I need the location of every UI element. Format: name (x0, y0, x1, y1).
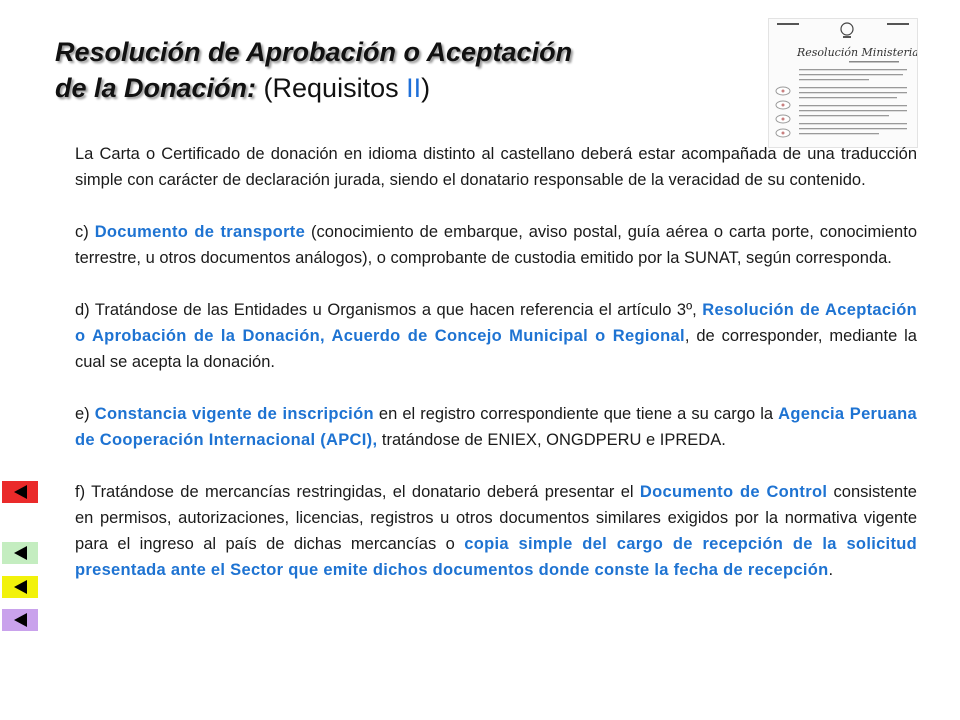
nav-back-button-purple[interactable] (2, 609, 38, 631)
paragraph-translation: La Carta o Certificado de donación en idioma distinto al castellano deberá estar acompañada de una traducción simple con carácter de declaración jurada, siendo el donatario responsable de la veracidad de su contenido. (75, 145, 917, 189)
paragraph-e-mid: en el registro correspondiente que tiene a su cargo la (373, 405, 779, 423)
paragraph-f (75, 479, 917, 583)
title-line-2 (55, 70, 755, 106)
paragraph-d-prefix: d) Tratándose de las Entidades u Organismos a que hacen referencia el artículo 3º, (75, 301, 703, 319)
nav-back-button-green[interactable] (2, 542, 38, 564)
paragraph-c-highlight: Documento de transporte (94, 223, 306, 241)
triangle-left-icon (2, 542, 38, 564)
paragraph-c (75, 219, 917, 271)
title-bold-part: de la Donación: (55, 73, 257, 103)
triangle-left-icon (2, 609, 38, 631)
paragraph-e-highlight-2: Agencia Peruana de Cooperación Internacional (APCI), (75, 405, 917, 449)
slide-title (55, 34, 755, 106)
paragraph-e-rest: tratándose de ENIEX, ONGDPERU e IPREDA. (377, 431, 726, 449)
title-requisitos-open: (Requisitos (256, 73, 407, 103)
paragraph-e-highlight-1: Constancia vigente de inscripción (94, 405, 374, 423)
paragraph-e (75, 401, 917, 453)
paragraph-f-mid: consistente en permisos, autorizaciones, licencias, registros u otros documentos similares exigidos por la normativa vigente para el ingreso al país de dichas mercancías o (75, 483, 917, 553)
slide-body (75, 141, 917, 609)
title-line-1: Resolución de Aprobación o Aceptación (55, 37, 573, 67)
title-requisitos-number: II (406, 73, 422, 103)
paragraph-d-highlight: Resolución de Aceptación o Aprobación de la Donación, Acuerdo de Concejo Municipal o Regional (75, 301, 917, 345)
title-requisitos-close: ) (421, 73, 431, 103)
triangle-left-icon (2, 481, 38, 503)
paragraph-e-prefix: e) (75, 405, 95, 423)
nav-back-button-red[interactable] (2, 481, 38, 503)
resolution-document-thumbnail (768, 18, 918, 148)
nav-back-button-yellow[interactable] (2, 576, 38, 598)
document-scan-image (769, 19, 917, 147)
paragraph-d (75, 297, 917, 375)
paragraph-c-prefix: c) (75, 223, 95, 241)
thumbnail-heading: Resolución Ministerial (797, 46, 917, 59)
paragraph-f-highlight-1: Documento de Control (639, 483, 828, 501)
paragraph-f-prefix: f) Tratándose de mercancías restringidas, el donatario deberá presentar el (75, 483, 640, 501)
paragraph-f-rest: . (828, 561, 834, 579)
triangle-left-icon (2, 576, 38, 598)
paragraph-d-rest: , de corresponder, mediante la cual se acepta la donación. (75, 327, 917, 371)
paragraph-c-rest: (conocimiento de embarque, aviso postal, guía aérea o carta porte, conocimiento terrestre, u otros documentos análogos), o comprobante de custodia emitido por la SUNAT, según corresponda. (75, 223, 917, 267)
paragraph-f-highlight-2: copia simple del cargo de recepción de la solicitud presentada ante el Sector que emite dichos documentos donde conste la fecha de recepción (75, 535, 917, 579)
